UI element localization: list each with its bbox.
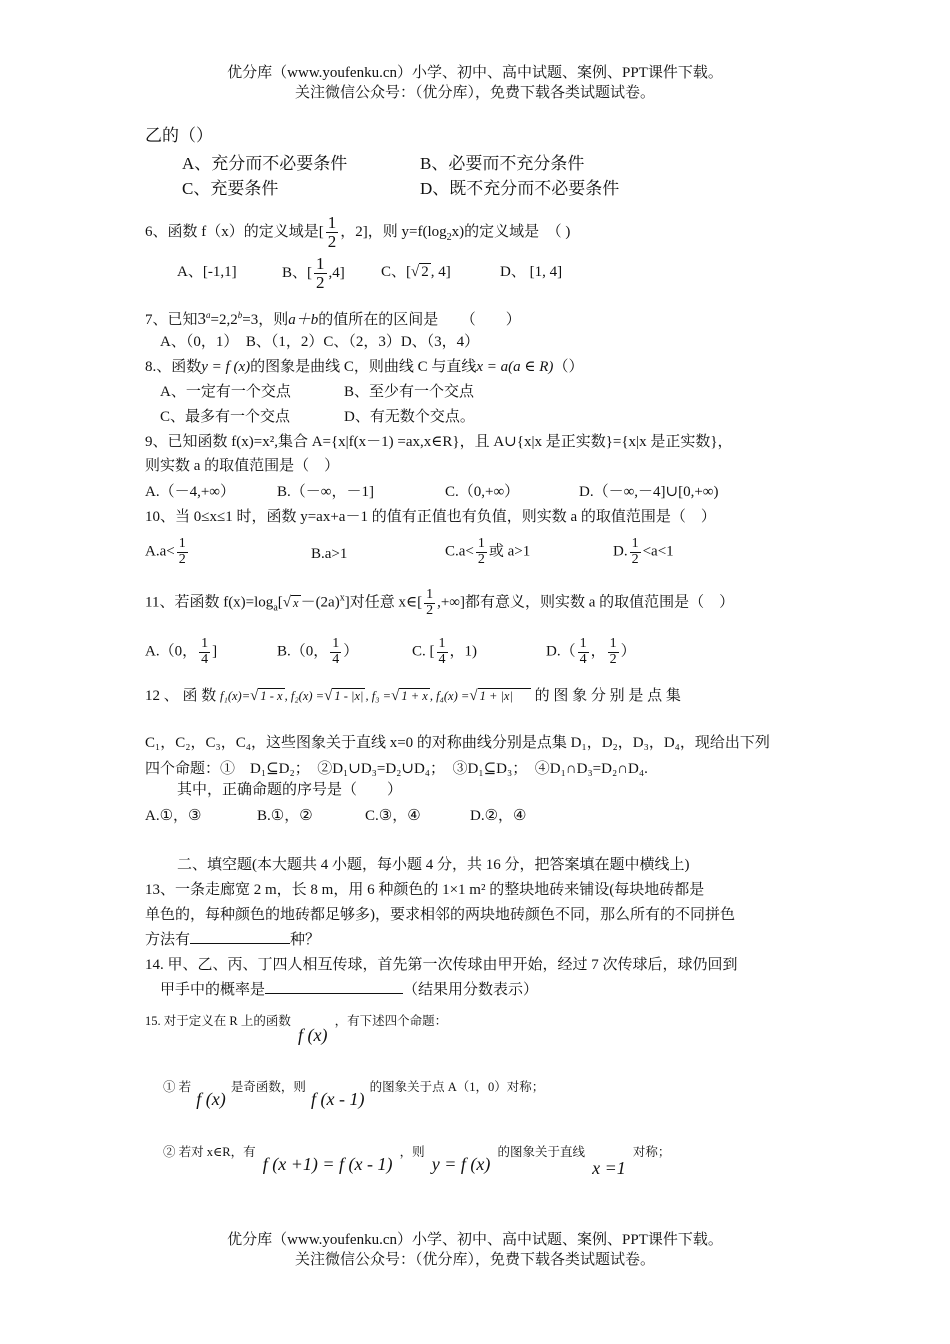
q15-stem: 15. 对于定义在 R 上的函数 f (x) ，有下述四个命题：	[145, 1014, 448, 1045]
q11-option-b: B.（0， $\frac{1}{4}$ ）	[277, 636, 359, 667]
header-line-2: 关注微信公众号：（优分库），免费下载各类试题试卷。	[294, 85, 655, 101]
q9-option-c: C.（0,+∞）	[445, 484, 520, 500]
q11-stem: 11、若函数 $f(x)=\log_a[√$ $x -(2a)^x$]对任意 x∈[ $\frac{1}{2}$ ,+∞]都有意义，则实数 a 的取值范围是（ ）	[145, 587, 735, 618]
q8-stem: 8.、函数y = f (x)的图象是曲线 C，则曲线 C 与直线x = a(a ∈ R)（）	[145, 359, 584, 375]
q12-option-a: A.①，③	[145, 808, 202, 824]
q12-stem: 12 、 函 数 f₁(x)=√ 1 - x , f₂(x) =√ 1 - |x| , f₃ =√ 1 + x , f₄(x) =√ 1 + |x| 的 图 象 分 别 是 点 集	[145, 688, 681, 704]
q9-stem-line-2: 则实数 a 的取值范围是（ ）	[145, 458, 340, 474]
footer-line-2: 关注微信公众号：（优分库），免费下载各类试题试卷。	[294, 1252, 655, 1268]
q5-tail: 乙的（）	[145, 126, 213, 145]
q14-line-1: 14. 甲、乙、丙、丁四人相互传球，首先第一次传球由甲开始，经过 7 次传球后，球仍回到	[145, 957, 738, 973]
q6-option-a: A、[-1,1]	[177, 264, 237, 280]
header-line-1: 优分库（www.youfenku.cn）小学、初中、高中试题、案例、PPT课件下载。	[227, 65, 723, 81]
q5-option-c: C、充要条件	[182, 179, 279, 198]
q10-option-d: D. $\frac{1}{2}$ <a<1	[613, 536, 674, 567]
q9-option-a: A.（－4,+∞）	[145, 484, 235, 500]
q12-option-d: D.②，④	[470, 808, 527, 824]
q12-line-4: 其中，正确命题的序号是（ ）	[177, 782, 403, 798]
q12-option-c: C.③，④	[365, 808, 421, 824]
q11-option-c: C. [ $\frac{1}{4}$ ，1)	[412, 636, 477, 667]
q5-option-b: B、必要而不充分条件	[420, 154, 585, 173]
q9-option-d: D.（－∞,－4]∪[0,+∞)	[579, 484, 719, 500]
q13-line-1: 13、一条走廊宽 2 m，长 8 m，用 6 种颜色的 1×1 m² 的整块地砖来铺设(每块地砖都是	[145, 882, 705, 898]
q5-option-d: D、既不充分而不必要条件	[420, 179, 620, 198]
q10-stem: 10、当 0≤x≤1 时，函数 y=ax+a－1 的值有正值也有负值，则实数 a 的取值范围是（ ）	[145, 509, 716, 525]
q9-option-b: B.（－∞，－1]	[277, 484, 374, 500]
q15-proposition-1: ① 若 f (x) 是奇函数，则 f (x - 1) 的图象关于点 A（1，0）对称；	[163, 1080, 545, 1109]
q11-option-a: A.（0， $\frac{1}{4}$ ]	[145, 636, 218, 667]
q13-line-3: 方法有 种？	[145, 932, 321, 948]
q8-option-c: C、最多有一个交点	[160, 409, 291, 425]
q5-option-a: A、充分而不必要条件	[182, 154, 348, 173]
q8-option-d: D、有无数个交点。	[344, 409, 475, 425]
q7-options: A、（0，1） B、（1，2）C、（2，3）D、（3，4）	[160, 334, 480, 350]
q6-option-d: D、 [1, 4]	[500, 264, 563, 280]
footer-line-1: 优分库（www.youfenku.cn）小学、初中、高中试题、案例、PPT课件下载。	[227, 1232, 723, 1248]
q6-stem: 6、函数 f（x）的定义域是[ $\frac{1}{2}$ ，2]，则 $y=f(\log_2x)$的定义域是 （ )	[145, 213, 571, 251]
q13-line-2: 单色的，每种颜色的地砖都足够多)，要求相邻的两块地砖颜色不同，那么所有的不同拼色	[145, 907, 735, 923]
q11-option-d: D.（ $\frac{1}{4}$ ， $\frac{1}{2}$ ）	[546, 636, 636, 667]
q8-option-b: B、至少有一个交点	[344, 384, 475, 400]
q6-option-b: B、[ $\frac{1}{2}$ ,4]	[282, 254, 345, 292]
q15-proposition-2: ② 若对 x∈R，有 f (x +1) = f (x - 1) ，则 y = f (x) 的图象关于直线 x =1 对称；	[163, 1145, 671, 1178]
q6-option-c: C、[√ 2 , 4]	[381, 264, 451, 280]
q12-line-3: 四个命题：① D₁⊆D₂； ②D₁∪D₃=D₂∪D₄； ③D₁⊆D₃； ④D₁∩D₃=D₂∩D₄.	[145, 761, 648, 777]
q7-stem: 7、已知$3^a=2,2^b=3$，则a＋b的值所在的区间是 （ ）	[145, 309, 521, 328]
q12-line-2: C₁，C₂，C₃，C₄，这些图象关于直线 x=0 的对称曲线分别是点集 D₁，D₂，D₃，D₄，现给出下列	[145, 735, 770, 751]
q9-stem-line-1: 9、已知函数 f(x)=x²,集合 A={x|f(x－1) =ax,x∈R}，且 A∪{x|x 是正实数}={x|x 是正实数}，	[145, 434, 733, 450]
q12-option-b: B.①，②	[257, 808, 313, 824]
q10-option-b: B.a>1	[311, 546, 348, 562]
q14-line-2: 甲手中的概率是 （结果用分数表示）	[160, 982, 539, 998]
q8-option-a: A、一定有一个交点	[160, 384, 291, 400]
q10-option-c: C.a< $\frac{1}{2}$ 或 a>1	[445, 536, 531, 567]
section-2-title: 二、填空题(本大题共 4 小题，每小题 4 分，共 16 分，把答案填在题中横线上)	[177, 857, 690, 873]
q10-option-a: A.a< $\frac{1}{2}$	[145, 536, 186, 567]
